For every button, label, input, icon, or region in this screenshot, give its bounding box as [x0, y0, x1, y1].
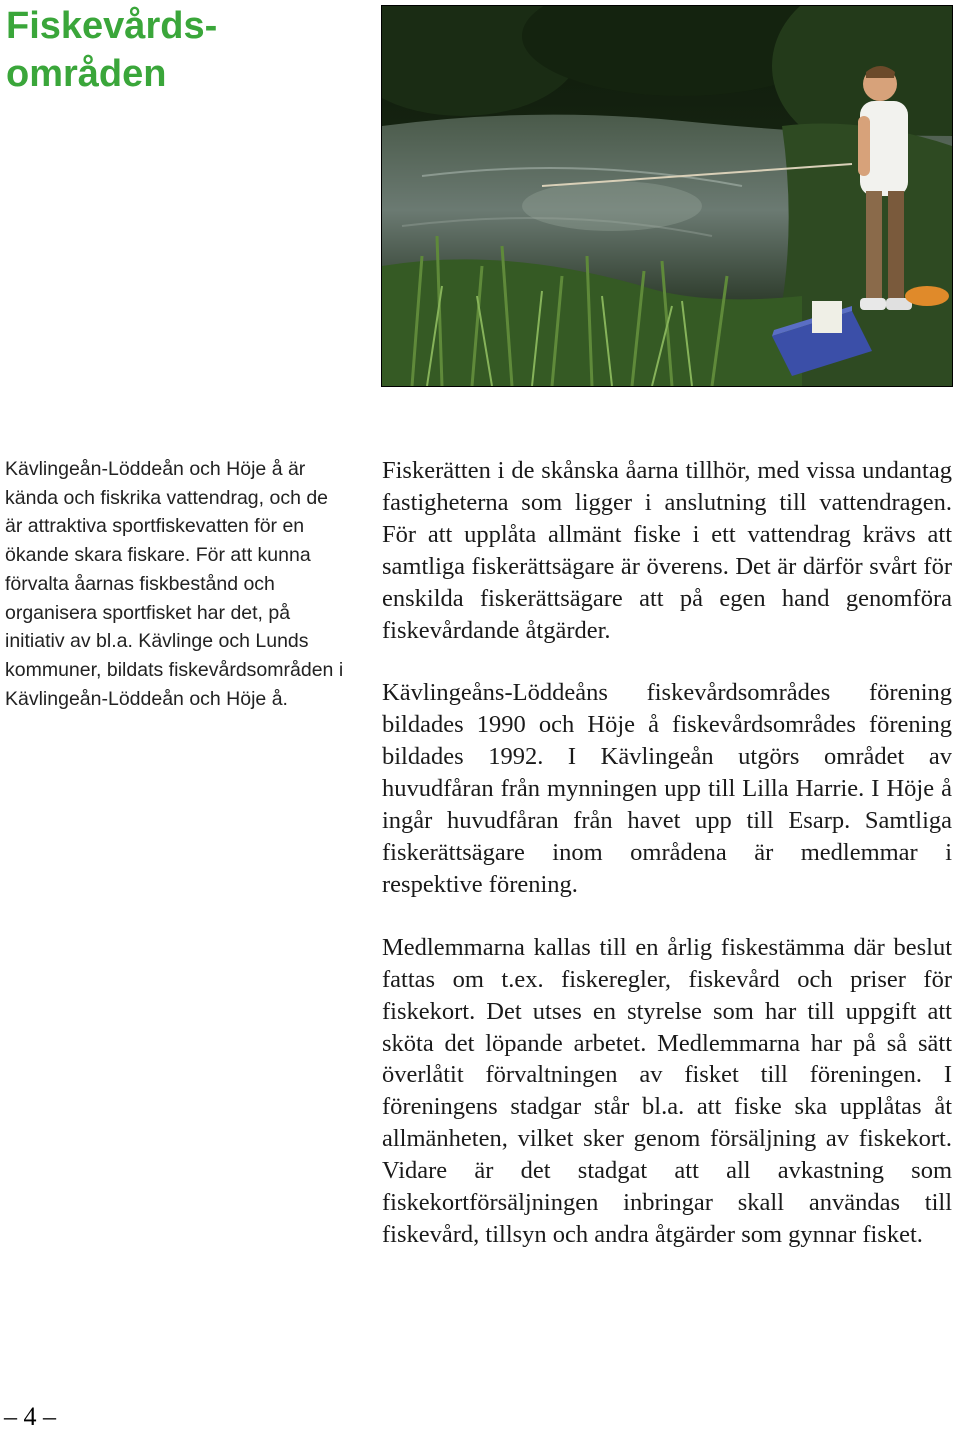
body-paragraph: Kävlingeåns-Löddeåns fiskevårdsområdes förening bildades 1990 och Höje å fiskevårdsområdes förening bildades 1992. I Kävlingeån utgörs området av huvudfåran från mynningen upp till Lilla Harrie. I Höje å ingår huvudfåran från havet upp till Esarp. Samtliga fiskerättsägare inom områdena är medlemmar i respektive förening.: [382, 679, 952, 898]
fishing-photo: [381, 5, 953, 387]
body-paragraph: Fiskerätten i de skånska åarna tillhör, med vissa undantag fastigheterna som ligger i anslutning till vattendragen. För att upplåta allmänt fiske i ett vattendrag krävs att samtliga fiskerättsägare är överens. Det är därför svårt för enskilda fiskerättsägare att på egen hand genomföra fiskevårdande åtgärder.: [382, 457, 952, 644]
intro-text: Kävlingeån-Löddeån och Höje å är kända och fiskrika vattendrag, och de är attraktiva sportfiskevatten för en ökande skara fiskare. För att kunna förvalta åarnas fiskbestånd och organisera sportfisket har det, på initiativ av bl.a. Kävlinge och Lunds kommuner, bildats fiskevårdsområden i Kävlingeån-Löddeån och Höje å.: [5, 458, 344, 710]
photo-illustration: [382, 6, 952, 386]
body-column: [382, 455, 952, 1282]
page-title: Fiskevårds- områden: [6, 5, 218, 95]
body-paragraph: Medlemmarna kallas till en årlig fiskestämma där beslut fattas om t.ex. fiskeregler, fiskevård och priser för fiskekort. Det utses en styrelse som har till uppgift att sköta det löpande arbetet. Medlemmarna har på så sätt överlåtit förvaltningen av fisket till föreningen. I föreningens stadgar står bl.a. att fiske ska upplåtas åt allmänheten, vilket sker genom försäljning av fiskekort. Vidare är det stadgat att all avkastning som fiskekortförsäljningen inbringar skall användas till fiskevård, tillsyn och andra åtgärder som gynnar fisket.: [382, 933, 952, 1248]
page-number: – 4 –: [4, 1402, 56, 1431]
